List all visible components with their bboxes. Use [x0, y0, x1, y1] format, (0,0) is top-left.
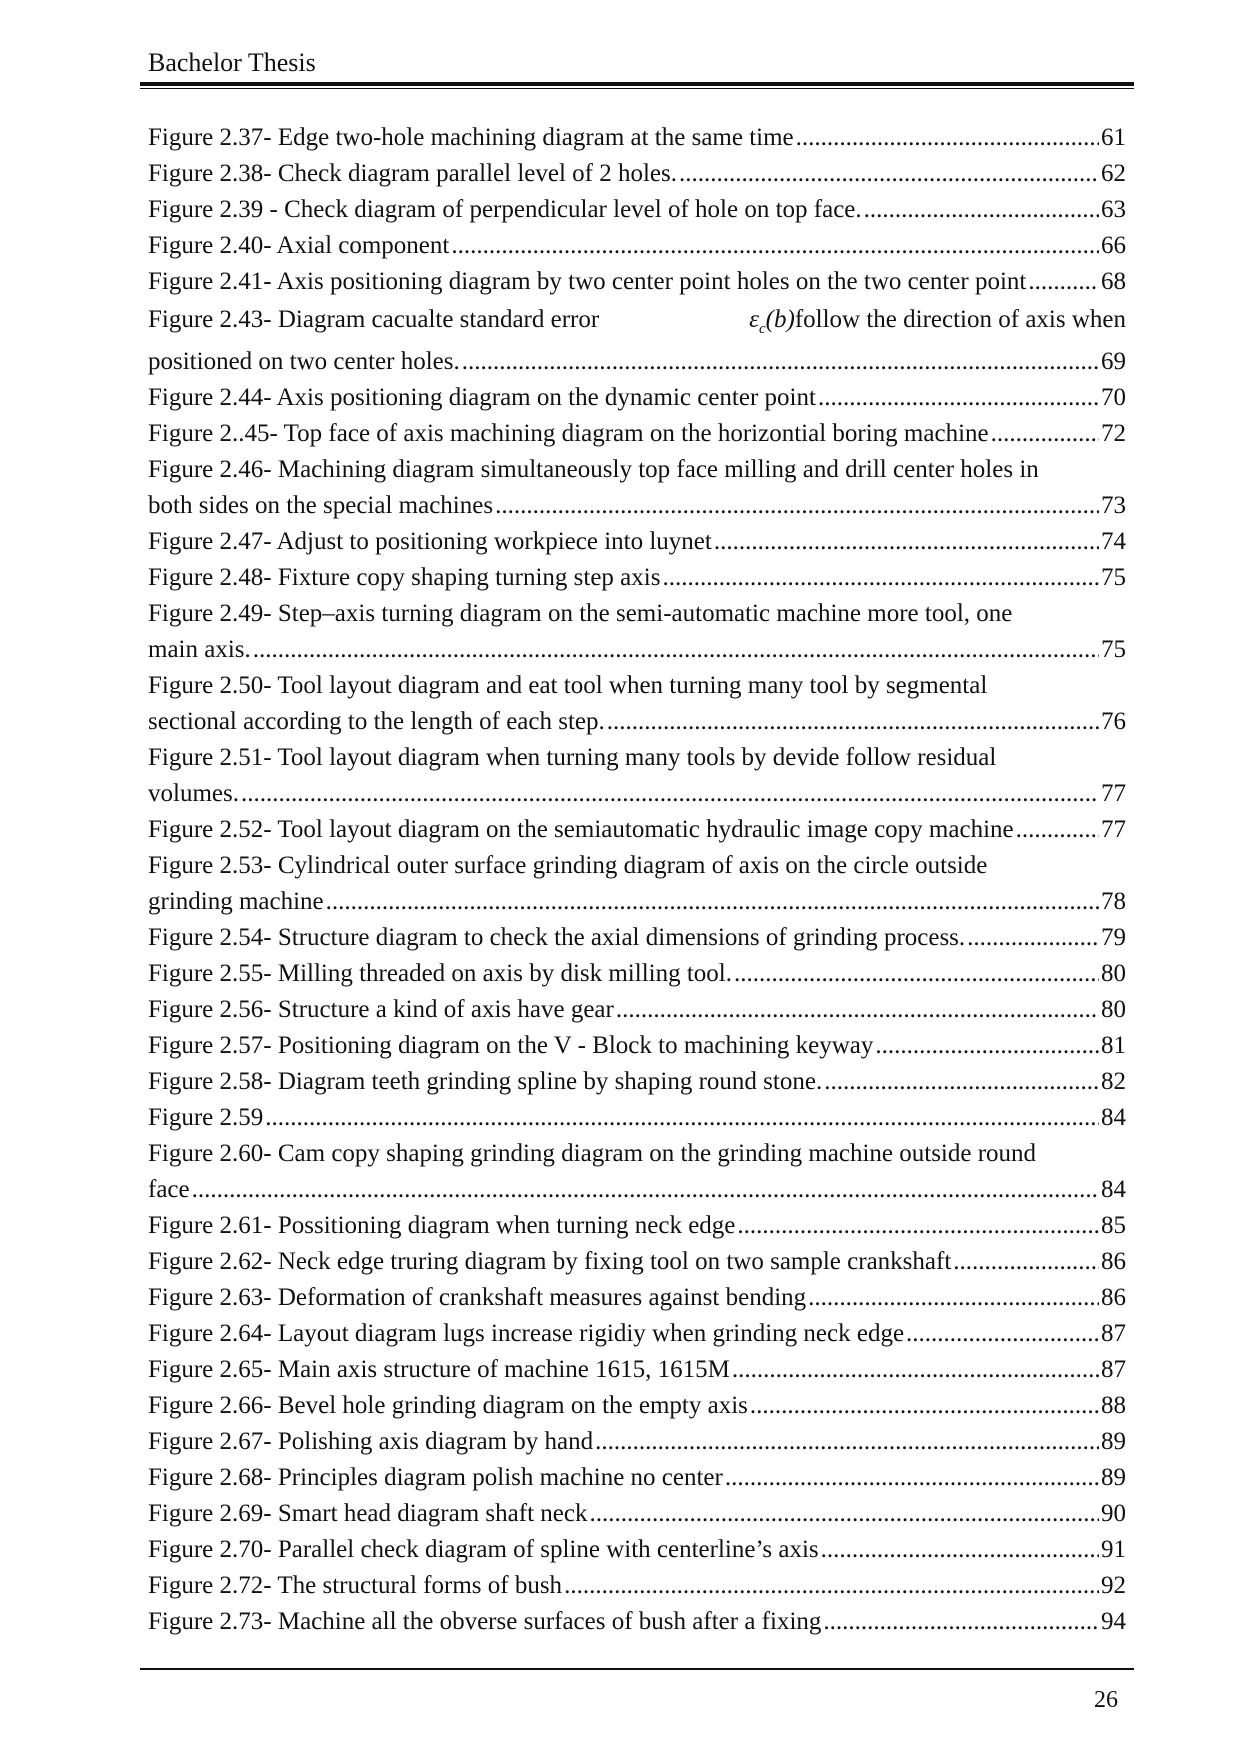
toc-entry-text: positioned on two center holes. [148, 348, 460, 375]
toc-entry[interactable] [148, 416, 1126, 452]
toc-entry-line [148, 1532, 1126, 1568]
dot-leader [607, 704, 1099, 740]
toc-entry[interactable] [148, 1244, 1126, 1280]
toc-entry-line [148, 740, 1126, 776]
toc-entry-text: Figure 2.49- Step–axis turning diagram on the semi-automatic machine more tool, one [148, 600, 1013, 627]
toc-entry-text: Figure 2.46- Machining diagram simultaneously top face milling and drill center holes in [148, 456, 1039, 483]
toc-page-number: 87 [1101, 1356, 1126, 1383]
toc-page-number: 81 [1101, 1032, 1126, 1059]
dot-leader [265, 1100, 1099, 1136]
dot-leader [808, 1280, 1099, 1316]
math-symbol: ε [749, 306, 759, 333]
toc-page-number: 85 [1101, 1212, 1126, 1239]
math-formula [749, 300, 795, 349]
toc-page-number: 76 [1101, 708, 1126, 735]
toc-entry-line [148, 1352, 1126, 1388]
dot-leader [1028, 264, 1099, 300]
toc-page-number: 77 [1101, 816, 1126, 843]
toc-entry-text: Figure 2.51- Tool layout diagram when turning many tools by devide follow residual [148, 744, 997, 771]
toc-page-number: 77 [1101, 780, 1126, 807]
toc-page-number: 75 [1101, 636, 1126, 663]
toc-entry-text: Figure 2.50- Tool layout diagram and eat tool when turning many tool by segmental [148, 672, 988, 699]
toc-page-number: 84 [1101, 1104, 1126, 1131]
toc-entry-line [148, 884, 1126, 920]
toc-entry-text: Figure 2.67- Polishing axis diagram by hand [148, 1428, 594, 1455]
toc-page-number: 63 [1101, 196, 1126, 223]
toc-entry[interactable] [148, 1028, 1126, 1064]
toc-entry-line [148, 1136, 1126, 1172]
toc-entry[interactable] [148, 992, 1126, 1028]
toc-entry-text: Figure 2.65- Main axis structure of machine 1615, 1615M [148, 1356, 730, 1383]
dot-leader [589, 1496, 1099, 1532]
toc-entry[interactable] [148, 740, 1126, 812]
dot-leader [241, 776, 1099, 812]
toc-entry-line [148, 1424, 1126, 1460]
toc-entry[interactable] [148, 1604, 1126, 1640]
dot-leader [725, 1460, 1099, 1496]
toc-entry-text: Figure 2.60- Cam copy shaping grinding diagram on the grinding machine outside round [148, 1140, 1037, 1167]
toc-entry-text: main axis. [148, 636, 251, 663]
toc-entry-text: Figure 2.70- Parallel check diagram of spline with centerline’s axis [148, 1536, 819, 1563]
toc-page-number: 78 [1101, 888, 1126, 915]
dot-leader [714, 524, 1099, 560]
toc-page-number: 88 [1101, 1392, 1126, 1419]
dot-leader [737, 1208, 1099, 1244]
dot-leader [192, 1172, 1099, 1208]
toc-entry[interactable] [148, 1136, 1126, 1208]
toc-entry-line [148, 452, 1126, 488]
toc-entry-line [148, 344, 1126, 380]
toc-entry[interactable] [148, 956, 1126, 992]
toc-page-number: 87 [1101, 1320, 1126, 1347]
toc-entry-line [148, 704, 1126, 740]
toc-entry[interactable] [148, 228, 1126, 264]
toc-entry-line [148, 1460, 1126, 1496]
dot-leader [451, 228, 1099, 264]
toc-entry-text: Figure 2..45- Top face of axis machining diagram on the horizontial boring machine [148, 420, 989, 447]
toc-page-number: 82 [1101, 1068, 1126, 1095]
toc-entry-line [148, 1496, 1126, 1532]
toc-entry[interactable] [148, 192, 1126, 228]
toc-entry[interactable] [148, 1424, 1126, 1460]
toc-page-number: 89 [1101, 1464, 1126, 1491]
header-rule-thin [140, 88, 1134, 89]
math-subscript: c [759, 321, 766, 337]
toc-page-number: 84 [1101, 1176, 1126, 1203]
toc-entry[interactable] [148, 560, 1126, 596]
toc-entry-line [148, 1244, 1126, 1280]
toc-page-number: 90 [1101, 1500, 1126, 1527]
toc-page-number: 69 [1101, 348, 1126, 375]
dot-leader [679, 156, 1099, 192]
toc-entry-text: Figure 2.68- Principles diagram polish machine no center [148, 1464, 723, 1491]
dot-leader [734, 956, 1099, 992]
header-rule-thick [140, 82, 1134, 86]
toc-entry-line [148, 524, 1126, 560]
toc-entry-line [148, 156, 1126, 192]
toc-entry-line [148, 992, 1126, 1028]
toc-entry-text: Figure 2.52- Tool layout diagram on the semiautomatic hydraulic image copy machine [148, 816, 1014, 843]
toc-entry-text: Figure 2.47- Adjust to positioning workpiece into luynet [148, 528, 712, 555]
toc-entry-line [148, 776, 1126, 812]
toc-entry-text-rest: follow the direction of axis when [794, 306, 1126, 333]
toc-entry[interactable] [148, 300, 1126, 380]
toc-entry[interactable] [148, 264, 1126, 300]
dot-leader [462, 344, 1099, 380]
toc-entry-line [148, 192, 1126, 228]
toc-entry[interactable] [148, 1496, 1126, 1532]
toc-entry-line [148, 848, 1126, 884]
toc-entry[interactable] [148, 848, 1126, 920]
toc-entry-line [148, 632, 1126, 668]
toc-entry[interactable] [148, 1208, 1126, 1244]
toc-page-number: 92 [1101, 1572, 1126, 1599]
dot-leader [824, 1064, 1099, 1100]
toc-entry-line [148, 1388, 1126, 1424]
toc-entry-text: Figure 2.48- Fixture copy shaping turning step axis [148, 564, 661, 591]
toc-entry-line [148, 1172, 1126, 1208]
dot-leader [616, 992, 1099, 1028]
toc-entry-line [148, 228, 1126, 264]
toc-entry-text: grinding machine [148, 888, 324, 915]
toc-entry[interactable] [148, 120, 1126, 156]
toc-entry[interactable] [148, 812, 1126, 848]
dot-leader [875, 1028, 1099, 1064]
toc-page-number: 89 [1101, 1428, 1126, 1455]
toc-page-number: 80 [1101, 996, 1126, 1023]
toc-entry[interactable] [148, 156, 1126, 192]
toc-page-number: 94 [1101, 1608, 1126, 1635]
toc-entry-text: Figure 2.66- Bevel hole grinding diagram on the empty axis [148, 1392, 748, 1419]
toc-entry-line [148, 488, 1126, 524]
toc-page-number: 80 [1101, 960, 1126, 987]
toc-entry-text: both sides on the special machines [148, 492, 494, 519]
toc-entry-line [148, 1100, 1126, 1136]
toc-entry-text: Figure 2.72- The structural forms of bush [148, 1572, 563, 1599]
dot-leader [595, 1424, 1099, 1460]
dot-leader [953, 1244, 1099, 1280]
toc-entry-line [148, 1208, 1126, 1244]
toc-page-number: 72 [1101, 420, 1126, 447]
toc-entry-text: Figure 2.69- Smart head diagram shaft neck [148, 1500, 588, 1527]
running-header: Bachelor Thesis [148, 48, 316, 77]
toc-entry-line [148, 956, 1126, 992]
toc-entry-text: face [148, 1176, 190, 1203]
toc-entry-text: Figure 2.59 [148, 1104, 264, 1131]
toc-entry-line [148, 812, 1126, 848]
dot-leader [967, 920, 1099, 956]
toc-entry-line [148, 1064, 1126, 1100]
dot-leader [823, 1604, 1099, 1640]
toc-entry[interactable] [148, 1568, 1126, 1604]
toc-entry-line [148, 416, 1126, 452]
toc-page-number: 70 [1101, 384, 1126, 411]
toc-page-number: 62 [1101, 160, 1126, 187]
toc-entry-line [148, 120, 1126, 156]
dot-leader [495, 488, 1099, 524]
toc-page-number: 68 [1101, 268, 1126, 295]
toc-entry-text: sectional according to the length of each step. [148, 708, 605, 735]
toc-page-number: 91 [1101, 1536, 1126, 1563]
toc-entry-text: Figure 2.44- Axis positioning diagram on the dynamic center point [148, 384, 816, 411]
dot-leader [326, 884, 1099, 920]
toc-entry[interactable] [148, 596, 1126, 668]
toc-entry-text: Figure 2.58- Diagram teeth grinding spline by shaping round stone. [148, 1068, 823, 1095]
toc-entry[interactable] [148, 380, 1126, 416]
toc-entry[interactable] [148, 452, 1126, 524]
toc-entry-text: Figure 2.63- Deformation of crankshaft measures against bending [148, 1284, 807, 1311]
toc-entry-text: Figure 2.54- Structure diagram to check the axial dimensions of grinding process. [148, 924, 966, 951]
dot-leader [253, 632, 1099, 668]
dot-leader [564, 1568, 1099, 1604]
toc-entry-line [148, 668, 1126, 704]
dot-leader [662, 560, 1099, 596]
dot-leader [864, 192, 1099, 228]
toc-entry[interactable] [148, 1352, 1126, 1388]
toc-entry-text: Figure 2.57- Positioning diagram on the V - Block to machining keyway [148, 1032, 874, 1059]
toc-page-number: 74 [1101, 528, 1126, 555]
toc-page-number: 86 [1101, 1284, 1126, 1311]
list-of-figures [148, 120, 1126, 1640]
dot-leader [732, 1352, 1099, 1388]
toc-entry-line [148, 264, 1126, 300]
dot-leader [818, 380, 1099, 416]
toc-entry[interactable] [148, 1100, 1126, 1136]
toc-entry[interactable] [148, 1460, 1126, 1496]
dot-leader [906, 1316, 1099, 1352]
dot-leader [821, 1532, 1099, 1568]
toc-entry[interactable] [148, 920, 1126, 956]
toc-entry-line [148, 920, 1126, 956]
toc-entry-line [148, 300, 1126, 344]
toc-page-number: 66 [1101, 232, 1126, 259]
toc-entry[interactable] [148, 524, 1126, 560]
dot-leader [796, 120, 1099, 156]
toc-entry-text: Figure 2.55- Milling threaded on axis by disk milling tool. [148, 960, 732, 987]
toc-entry-text: volumes. [148, 780, 239, 807]
toc-entry-line [148, 1604, 1126, 1640]
toc-entry[interactable] [148, 1280, 1126, 1316]
toc-entry-text: Figure 2.38- Check diagram parallel level of 2 holes. [148, 160, 678, 187]
toc-page-number: 73 [1101, 492, 1126, 519]
toc-entry[interactable] [148, 668, 1126, 740]
toc-entry-line [148, 596, 1126, 632]
dot-leader [991, 416, 1099, 452]
toc-entry[interactable] [148, 1064, 1126, 1100]
math-argument: (b) [765, 306, 795, 333]
toc-entry-text: Figure 2.43- Diagram cacualte standard error [148, 306, 600, 333]
toc-entry-text: Figure 2.39 - Check diagram of perpendicular level of hole on top face. [148, 196, 862, 223]
toc-entry-line [148, 560, 1126, 596]
footer-rule [140, 1668, 1134, 1670]
toc-entry-text: Figure 2.62- Neck edge truring diagram by fixing tool on two sample crankshaft [148, 1248, 952, 1275]
toc-entry-line [148, 1028, 1126, 1064]
dot-leader [750, 1388, 1099, 1424]
dot-leader [1016, 812, 1099, 848]
toc-entry-text: Figure 2.37- Edge two-hole machining diagram at the same time [148, 124, 794, 151]
toc-page-number: 86 [1101, 1248, 1126, 1275]
page-number: 26 [1094, 1687, 1118, 1713]
toc-entry-text: Figure 2.40- Axial component [148, 232, 450, 259]
toc-entry[interactable] [148, 1532, 1126, 1568]
toc-entry[interactable] [148, 1316, 1126, 1352]
toc-page-number: 79 [1101, 924, 1126, 951]
toc-entry-line [148, 1316, 1126, 1352]
toc-entry-text: Figure 2.41- Axis positioning diagram by two center point holes on the two center point [148, 268, 1027, 295]
toc-entry-text: Figure 2.61- Possitioning diagram when turning neck edge [148, 1212, 736, 1239]
toc-entry-line [148, 1280, 1126, 1316]
toc-page-number: 61 [1101, 124, 1126, 151]
toc-entry-text: Figure 2.64- Layout diagram lugs increase rigidiy when grinding neck edge [148, 1320, 905, 1347]
toc-entry-line [148, 380, 1126, 416]
toc-entry[interactable] [148, 1388, 1126, 1424]
toc-entry-text: Figure 2.53- Cylindrical outer surface grinding diagram of axis on the circle outside [148, 852, 988, 879]
toc-entry-line [148, 1568, 1126, 1604]
toc-entry-text: Figure 2.56- Structure a kind of axis have gear [148, 996, 614, 1023]
toc-page-number: 75 [1101, 564, 1126, 591]
toc-entry-text: Figure 2.73- Machine all the obverse surfaces of bush after a fixing [148, 1608, 822, 1635]
